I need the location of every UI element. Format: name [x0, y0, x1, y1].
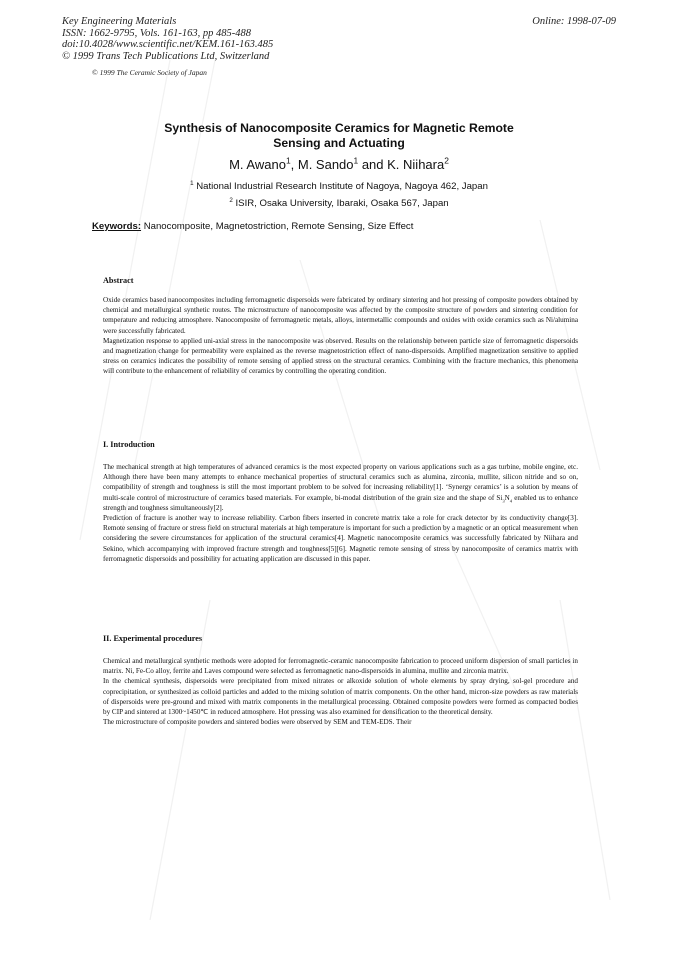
keywords-line: [92, 221, 413, 232]
affiliation-1-text: National Industrial Research Institute of Nagoya, Nagoya 462, Japan: [193, 181, 488, 192]
title-line-2: Sensing and Actuating: [273, 136, 405, 150]
experimental-paragraph-2: In the chemical synthesis, dispersoids were precipitated from mixed nitrates or alkoxide solution of whole elements by spray drying, sol-gel procedure and coprecipitation, or synthesized as colloid particles and added to the mixing solution of matrix components. On the other hand, micron-size powders as raw materials of dispersoids were pre-ground and mixed with matrix components in the metallurgical processing. Obtained composite powders were formed as compacted bodies by CIP and sintered at 1300~1450℃ in reduced atmosphere. Hot pressing was also examined for densification to the theoretical density.: [103, 677, 578, 717]
introduction-p1-text-b: enabled us to enhance strength and toughness simultaneously[2].: [103, 493, 579, 512]
abstract-paragraph-2: Magnetization response to applied uni-axial stress in the nanocomposite was observed. Results on the relationship between particle size of ferromagnetic dispersoids and magnetization change for permeability were explained as the reverse magnetostriction effect of nano-dispersoids. Amplified magnetization sensitive to applied stress on ceramics indicates the possibility of remote sensing of applied stress on the structural ceramics. Combining with the fracture mechanics, this phenomena will contribute to the enhancement of reliability of ceramics by controlling the operating condition.: [103, 336, 578, 376]
experimental-paragraph-1: Chemical and metallurgical synthetic methods were adopted for ferromagnetic-ceramic nanocomposite fabrication to proceed uniform dispersion of small particles in matrix. Ni, Fe-Co alloy, ferrite and Laves compound were selected as ferromagnetic nano-dispersoids in alumina, mullite and zirconia matrix.: [103, 657, 578, 676]
author-2-affil-mark: 1: [353, 155, 359, 166]
si3n4-subscript-4: 4: [509, 499, 513, 505]
doi-line: doi:10.4028/www.scientific.net/KEM.161-163.485: [62, 39, 274, 50]
keywords-text: Nanocomposite, Magnetostriction, Remote Sensing, Size Effect: [141, 221, 414, 232]
author-list: [95, 157, 583, 172]
author-1-affil-mark: 1: [285, 155, 291, 166]
si3n4-subscript-3: 3: [502, 499, 505, 505]
author-1: M. Awano: [229, 157, 286, 172]
affiliation-2: [95, 198, 583, 209]
experimental-paragraph-3: The microstructure of composite powders and sintered bodies were observed by SEM and TEM-EDS. Their: [103, 718, 412, 727]
experimental-heading: II. Experimental procedures: [103, 634, 203, 643]
title-line-1: Synthesis of Nanocomposite Ceramics for Magnetic Remote: [164, 121, 514, 135]
affiliation-1-mark: 1: [190, 179, 194, 187]
author-2: , M. Sando: [290, 157, 354, 172]
abstract-heading: Abstract: [103, 276, 134, 285]
introduction-p1-text-a: The mechanical strength at high temperatures of advanced ceramics is the most expected property on various applications such as a gas turbine, mobile engine, etc. Although there have been many attempts to enhance mechanical properties of structural ceramics such as alumina, zirconia, mullite, silicon nitride and so on, compatibility of strength and toughness is still the most important problem to be solved for increasing reliability[1]. ‘Synergy ceramics’ is a solution by means of multi-scale control of microstructure of ceramics based materials. For example, bi-modal distribution of the grain size and the shape of Si: [103, 463, 578, 502]
copyright-line: © 1999 Trans Tech Publications Ltd, Switzerland: [62, 50, 270, 62]
abstract-body: [103, 295, 578, 377]
author-3: and K. Niihara: [358, 157, 445, 172]
introduction-paragraph-1: [103, 462, 578, 513]
introduction-paragraph-2: Prediction of fracture is another way to increase reliability. Carbon fibers inserted in concrete matrix take a role for crack detector by its conductivity change[3]. Remote sensing of fracture or stress field on structural materials at high temperature is important for such a prediction by a magnetic or an optical measurement when considering the severe circumstances for application of the structural ceramics[4]. Magnetic nanocomposite ceramics was successfully fabricated by Niihara and Sekino, which accompanying with improved fracture strength and toughness[5][6]. Magnetic remote sensing of stress by nanocomposite of ceramics matrix with ferromagnetic dispersoids and possibility for actuating application are discussed in this paper.: [103, 514, 578, 563]
paper-title: [95, 121, 583, 151]
journal-name: Key Engineering Materials: [62, 16, 177, 27]
journal-header: [62, 16, 273, 62]
introduction-body: [103, 462, 578, 564]
introduction-heading: I. Introduction: [103, 440, 155, 449]
affiliation-2-text: ISIR, Osaka University, Ibaraki, Osaka 567, Japan: [232, 198, 449, 209]
society-copyright: © 1999 The Ceramic Society of Japan: [92, 68, 207, 77]
author-3-affil-mark: 2: [444, 155, 449, 166]
issn-line: ISSN: 1662-9795, Vols. 161-163, pp 485-488: [62, 27, 251, 39]
affiliation-1: [95, 181, 583, 192]
affiliation-2-mark: 2: [229, 196, 233, 204]
si3n4-n: N: [504, 493, 510, 502]
experimental-body: [103, 656, 578, 727]
online-date: Online: 1998-07-09: [532, 16, 616, 27]
abstract-paragraph-1: Oxide ceramics based nanocomposites including ferromagnetic dispersoids were fabricated by ordinary sintering and hot pressing of composite powders obtained by chemical and metallurgical synthetic routes. The microstructure of nanocomposite was affected by the composite structure of powders and sintering condition for temperature and reducing atmosphere. Nanocomposite of ferromagnetic metals, alloys, intermetallic compounds and oxides with oxide ceramics such as Ni/alumina were successfully fabricated.: [103, 296, 578, 335]
keywords-label: Keywords:: [92, 221, 142, 232]
